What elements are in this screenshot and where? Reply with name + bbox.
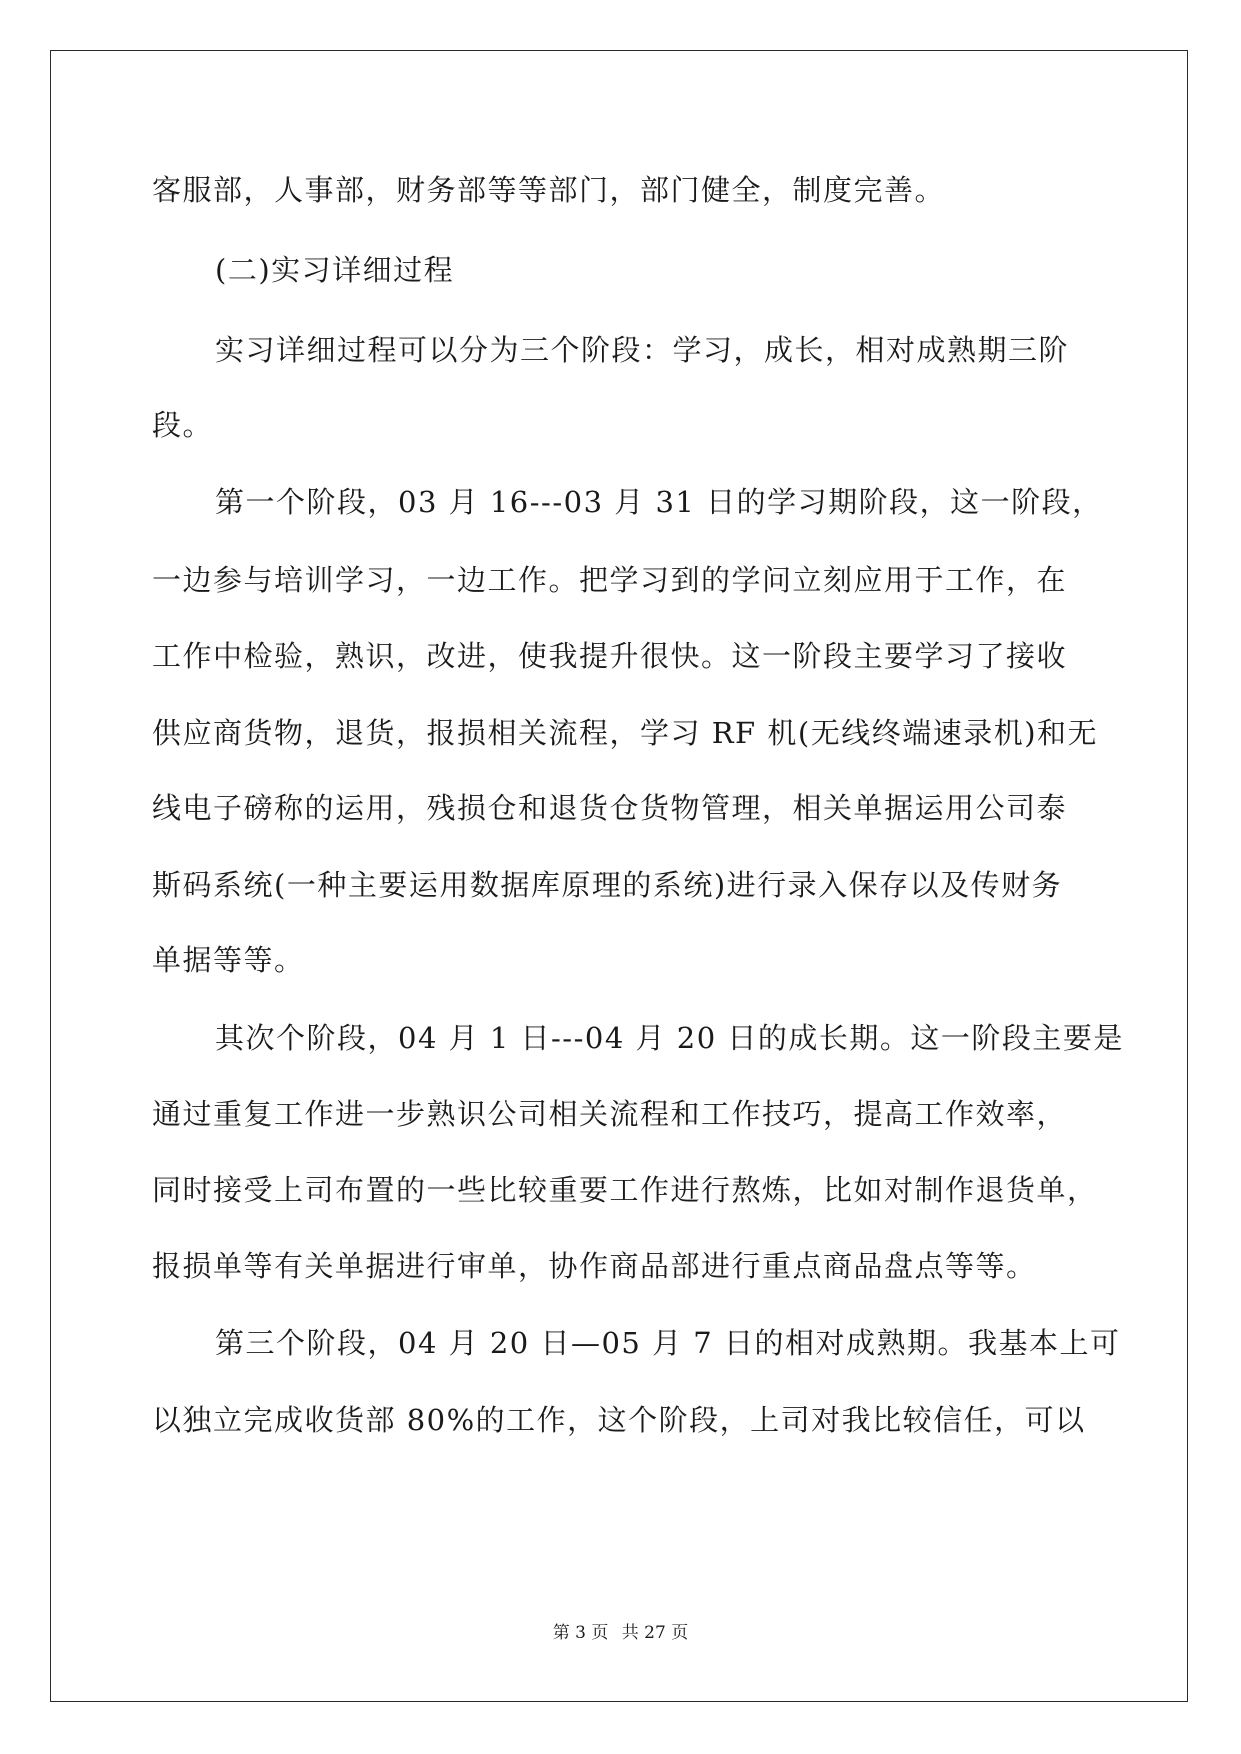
text-line: 客服部，人事部，财务部等等部门，部门健全，制度完善。 bbox=[152, 173, 946, 207]
text-line: 斯码系统(一种主要运用数据库原理的系统)进行录入保存以及传财务 bbox=[152, 868, 1063, 902]
text-line: 第三个阶段，04 月 20 日—05 月 7 日的相对成熟期。我基本上可 bbox=[215, 1326, 1121, 1360]
text-line: 第一个阶段，03 月 16---03 月 31 日的学习期阶段，这一阶段， bbox=[215, 485, 1103, 519]
text-line: 通过重复工作进一步熟识公司相关流程和工作技巧，提高工作效率， bbox=[152, 1097, 1068, 1131]
text-line: 报损单等有关单据进行审单，协作商品部进行重点商品盘点等等。 bbox=[152, 1249, 1037, 1283]
text-line: 供应商货物，退货，报损相关流程，学习 RF 机(无线终端速录机)和无 bbox=[152, 716, 1099, 750]
page-number: 第 3 页 bbox=[552, 1623, 609, 1643]
text-line: 单据等等。 bbox=[152, 943, 305, 977]
text-line: 以独立完成收货部 80%的工作，这个阶段，上司对我比较信任，可以 bbox=[152, 1403, 1086, 1437]
text-line: 同时接受上司布置的一些比较重要工作进行熬炼，比如对制作退货单， bbox=[152, 1173, 1098, 1207]
section-heading: (二)实习详细过程 bbox=[215, 253, 455, 287]
text-line: 实习详细过程可以分为三个阶段：学习，成长，相对成熟期三阶 bbox=[215, 333, 1070, 367]
text-line: 工作中检验，熟识，改进，使我提升很快。这一阶段主要学习了接收 bbox=[152, 639, 1068, 673]
page-total: 共 27 页 bbox=[621, 1623, 689, 1643]
text-line: 其次个阶段，04 月 1 日---04 月 20 日的成长期。这一阶段主要是 bbox=[215, 1021, 1124, 1055]
text-line: 线电子磅称的运用，残损仓和退货仓货物管理，相关单据运用公司泰 bbox=[152, 791, 1068, 825]
text-line: 一边参与培训学习，一边工作。把学习到的学问立刻应用于工作，在 bbox=[152, 563, 1068, 597]
page-footer bbox=[0, 1618, 1241, 1643]
text-line: 段。 bbox=[152, 408, 214, 442]
